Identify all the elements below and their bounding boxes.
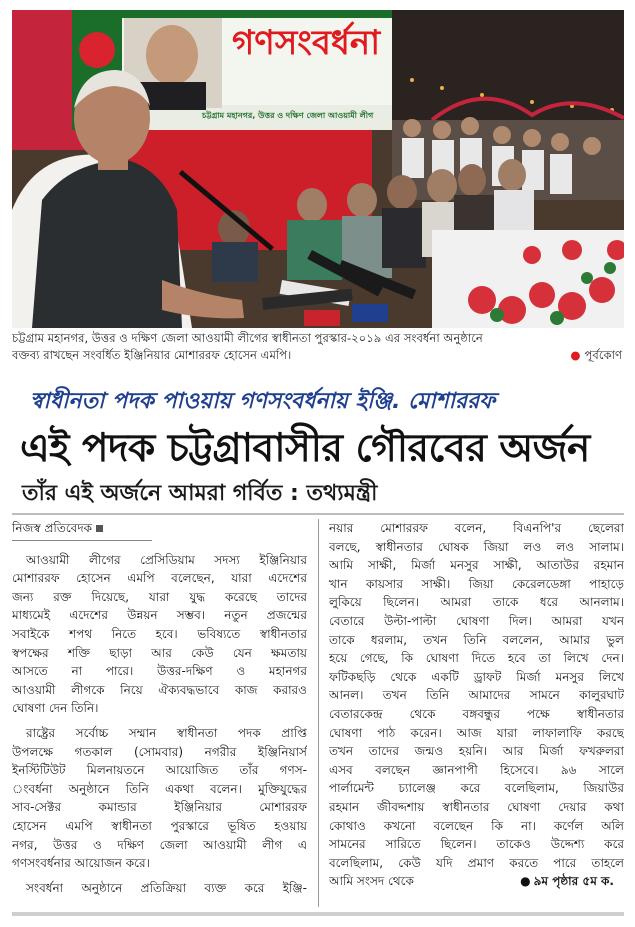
credit-bullet-icon: ● xyxy=(570,348,581,362)
article-line: এসব বলছেন জ্ঞানপাপী হিসেবে। ৯৬ সালে xyxy=(329,762,624,777)
article-line: স্বপক্ষের শক্তি ছাড়া আর কেউ যেন ক্ষমতায় xyxy=(12,645,307,660)
main-headline: এই পদক চট্টগ্রাবাসীর গৌরবের অর্জন xyxy=(20,426,590,471)
article-line: লুকিয়ে ছিলেন। আমরা তাকে ধরে আনলাম। xyxy=(329,595,624,610)
article-line: আমি সাক্ষী, মির্জা মনসুর সাক্ষী, আতাউর রহমান xyxy=(329,558,624,573)
article-line: বলেছিলাম, কেউ যদি প্রমাণ করতে পারে তাহলে xyxy=(329,855,624,870)
photo-credit: ● পূর্বকোণ xyxy=(570,348,622,362)
article-line: ফটিকছড়ি থেকে একটি ড্রাফট মির্জা মনসুর লিখে xyxy=(329,669,624,684)
sub-headline: তাঁর এই অর্জনে আমরা গর্বিত : তথ্যমন্ত্রী xyxy=(22,481,378,506)
article-line: আমি সংসদ থেকে xyxy=(329,874,414,889)
article-line: মোশাররফ হোসেন এমপি বলেছেন, যারা এদেশের xyxy=(12,571,307,586)
article-line: জন্য রক্ত দিয়েছে, যারা যুদ্ধ করেছে তাদের xyxy=(12,589,307,604)
byline: নিজস্ব প্রতিবেদক xyxy=(12,519,307,538)
article-line: আওয়ামী লীগকে নিয়ে ঐক্যবদ্ধভাবে কাজ করারও xyxy=(12,682,307,697)
article-line: গণসংবর্ধনার আয়োজন করে। xyxy=(12,856,150,871)
article-line: আনল। তখন তিনি আমাদের সামনে কালুরঘাট xyxy=(329,688,624,703)
byline-rule xyxy=(12,540,152,541)
article-line: হয়ে গেছে, কি ঘোষণা দিতে হবে তা লিখে দেন। xyxy=(329,651,624,666)
article-line: রহমান জীবদ্দশায় স্বাধীনতার ঘোষণা দেয়ার কথা xyxy=(329,799,624,814)
article-line: সাব-সেক্টর কমান্ডার ইঞ্জিনিয়ার মোশাররফ xyxy=(12,800,307,815)
article-line: হোসেন এমপি স্বাধীনতা পুরস্কারে ভূষিত হওয়ায় xyxy=(12,818,307,833)
article-column-left xyxy=(12,519,307,897)
article-line: উপলক্ষে গতকাল (সোমবার) নগরীর ইঞ্জিনিয়ার্স xyxy=(12,744,307,759)
news-photo xyxy=(12,10,624,328)
article-line: বেতারে উল্টা-পাল্টা ঘোষণা দিল। আমরা যখন xyxy=(329,613,624,628)
article-line: মাধ্যমেই এদেশের উন্নয়ন সম্ভব। নতুন প্রজন্মের xyxy=(12,608,307,623)
article-line: ঘোষণা দেন তিনি। xyxy=(12,701,99,716)
byline-square-icon xyxy=(96,525,103,532)
article-line: বলছে, স্বাধীনতার ঘোষক জিয়া লও লও সালাম। xyxy=(329,539,624,554)
article-line: তাকে ধরলাম, তখন তিনি বললেন, আমার ভুল xyxy=(329,632,624,647)
column-divider xyxy=(318,519,319,907)
banner-subtitle: চট্টগ্রাম মহানগর, উত্তর ও দক্ষিণ জেলা আওয়ামী লীগ xyxy=(202,111,374,120)
continued-jump: ● ৯ম পৃষ্ঠার ৫ম ক. xyxy=(520,874,614,888)
jump-bullet-icon: ● xyxy=(520,874,531,888)
article-line: বেতারকেন্দ্র থেকে বঙ্গবন্ধুর পক্ষে স্বাধীনতার xyxy=(329,706,624,721)
article-line: ঘোষণা পাঠ করেন। আজ যারা লাফালাফি করছে xyxy=(329,725,624,740)
article-line: আওয়ামী লীগের প্রেসিডিয়াম সদস্য ইঞ্জিনিয়ার xyxy=(26,552,307,567)
article-line: ংবর্ধনা অনুষ্ঠানে তিনি একথা বলেন। মুক্তিযুদ্ধের xyxy=(12,781,307,796)
article-line: ইনস্টিটিউট মিলনায়তনে আয়োজিত তাঁর গণস- xyxy=(12,763,307,778)
article-line: রাষ্ট্রের সর্বোচ্চ সম্মান স্বাধীনতা পদক প্রাপ্তি xyxy=(26,725,307,740)
caption-line-1: চট্টগ্রাম মহানগর, উত্তর ও দক্ষিণ জেলা আওয়ামী লীগের স্বাধীনতা পুরস্কার-২০১৯ এর সংবর্ধনা অনুষ্ঠানে xyxy=(12,331,483,345)
page-bottom-rule xyxy=(12,912,624,916)
article-line: নগর, উত্তর ও দক্ষিণ জেলা আওয়ামী লীগ এ xyxy=(12,837,307,852)
photo-caption xyxy=(12,330,624,376)
article-line: সামনের সারিতে ছিলেন। তাকেও উদ্দেশ্য করে xyxy=(329,837,624,852)
article-line: কোথাও কখনো বলেছেন কি না। কর্ণেল অলি xyxy=(329,818,624,833)
article-line: পার্লামেন্ট চ্যালেঞ্জ করে বলেছিলাম, জিয়াউর xyxy=(329,781,624,796)
article-line: নয়ার মোশাররফ বলেন, বিএনপি'র ছেলেরা xyxy=(329,521,624,535)
kicker-headline: স্বাধীনতা পদক পাওয়ায় গণসংবর্ধনায় ইঞ্জি. মোশাররফ xyxy=(30,389,496,414)
caption-line-2: বক্তব্য রাখছেন সংবর্ধিত ইঞ্জিনিয়ার মোশাররফ হোসেন এমপি। xyxy=(12,348,292,362)
article-line: সংবর্ধনা অনুষ্ঠানে প্রতিক্রিয়া ব্যক্ত করে ইঞ্জি- xyxy=(26,880,307,895)
article-line: খান কায়সার সাক্ষী। জিয়া কেরেলডেঙ্গা পাহাড়ে xyxy=(329,576,624,591)
article-line: সবাইকে শপথ নিতে হবে। ভবিষ্যতে স্বাধীনতার xyxy=(12,626,307,641)
headline-rule xyxy=(12,513,624,515)
article-line: তখন তাদের জন্মও হয়নি। আর মির্জা ফখরুলরা xyxy=(329,744,624,759)
banner-title: গণসংবর্ধনা xyxy=(232,23,381,63)
article-line: আসতে না পারে। উত্তর-দক্ষিণ ও মহানগর xyxy=(12,664,307,679)
article-column-right xyxy=(329,519,624,891)
